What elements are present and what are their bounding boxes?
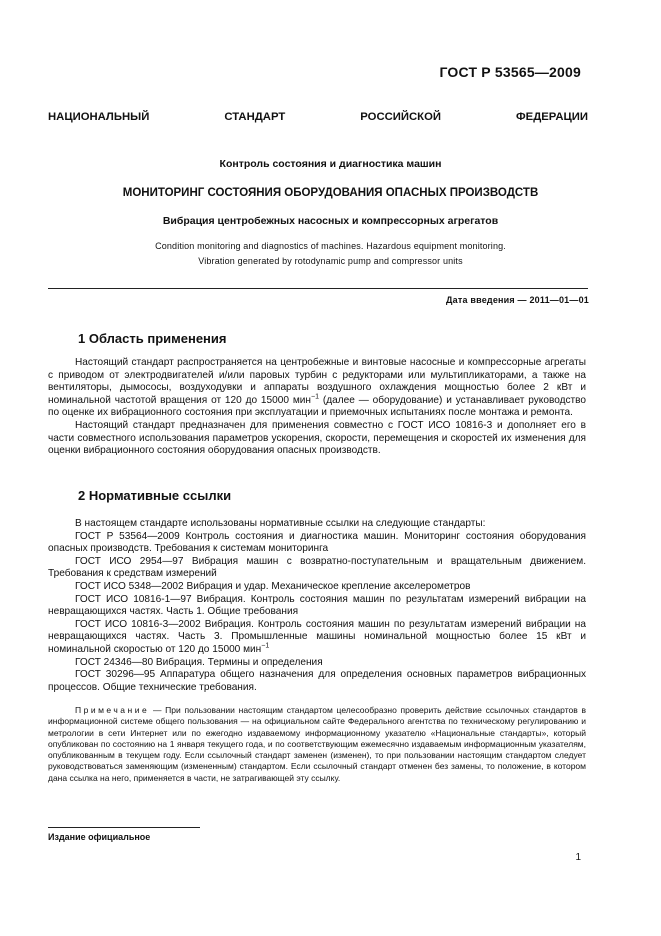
reference-item: ГОСТ ИСО 10816-1—97 Вибрация. Контроль состояния машин по результатам измерений вибрации на невращающихся частях. Часть 1. Общие требования [48,593,586,618]
note-label: Примечание [75,705,150,715]
reference-item: ГОСТ ИСО 2954—97 Вибрация машин с возвратно-поступательным и вращательным движением. Требования к средствам измерений [48,555,586,580]
reference-item: ГОСТ ИСО 5348—2002 Вибрация и удар. Механическое крепление акселерометров [75,580,471,592]
references-intro: В настоящем стандарте использованы нормативные ссылки на следующие стандарты: [75,518,486,529]
english-title-line-2: Vibration generated by rotodynamic pump and compressor units [198,256,463,266]
footer-divider [48,827,200,828]
english-title-line-1: Condition monitoring and diagnostics of machines. Hazardous equipment monitoring. [155,241,506,251]
national-standard-banner: НАЦИОНАЛЬНЫЙ СТАНДАРТ РОССИЙСКОЙ ФЕДЕРАЦИИ [48,111,588,123]
introduction-date: Дата введения — 2011—01—01 [446,295,589,305]
scope-section-body [48,357,586,458]
reference-item: ГОСТ Р 53564—2009 Контроль состояния и диагностика машин. Мониторинг состояния оборудования опасных производств. Требования к системам мониторинга [48,530,586,555]
reference-item: ГОСТ ИСО 10816-3—2002 Вибрация. Контроль состояния машин по результатам измерений вибрации на невращающихся частях. Часть 3. Промышленные машины номинальной мощностью более 15 кВт и номинальной скоростью от 120 до 15000 мин$^{-1}$ [48,618,586,655]
reference-item: ГОСТ 24346—80 Вибрация. Термины и определения [75,656,323,668]
section-heading-normative-references: 2 Нормативные ссылки [78,488,232,503]
note-paragraph: Примечание — При пользовании настоящим стандартом целесообразно проверить действие ссылочных стандартов в информационной системе общего пользования — на официальном сайте Федерального агентства по техническому регулированию и метрологии в сети Интернет или по ежегодно издаваемому информационному указателю «Национальные стандарты», который опубликован по состоянию на 1 января текущего года, и по соответствующим ежемесячно издаваемым информационным указателям, опубликованным в текущем году. Если ссылочный стандарт заменен (изменен), то при пользовании настоящим стандартом следует руководствоваться заменяющим (измененным) стандартом. Если ссылочный стандарт отменен без замены, то положение, в котором дана ссылка на него, применяется в части, не затрагивающей эту ссылку. [48,705,586,783]
scope-paragraph-1: Настоящий стандарт распространяется на центробежные и винтовые насосные и компрессорные агрегаты с приводом от электродвигателей и/или паровых турбин с редукторами или мультипликаторами, а также на вентиляторы, дымососы, воздуходувки и аппараты воздушного охлаждения мощностью более 2 кВт и номинальной частотой вращения от 120 до 15000 мин$^{-1}$ (далее — оборудование) и устанавливает руководство по оценке их вибрационного состояния при эксплуатации и приемочных испытаниях после монтажа и ремонта. [48,357,587,419]
reference-item: ГОСТ 30296—95 Аппаратура общего назначения для определения основных параметров вибрационных процессов. Общие технические требования. [48,669,586,693]
header-divider [48,288,588,289]
document-title: МОНИТОРИНГ СОСТОЯНИЯ ОБОРУДОВАНИЯ ОПАСНЫХ ПРОИЗВОДСТВ [122,187,539,199]
document-number: ГОСТ Р 53565—2009 [439,64,581,80]
scope-paragraph-2: Настоящий стандарт предназначен для применения совместно с ГОСТ ИСО 10816-3 и дополняет его в части совместного использования параметров ускорения, скорости, перемещения и скоростей их изменения для оценки вибрационного состояния оборудования опасных производств. [48,419,586,457]
subtitle-primary: Контроль состояния и диагностика машин [219,158,442,170]
references-section-body [48,518,586,694]
section-heading-scope: 1 Область применения [78,331,227,346]
official-edition-label: Издание официальное [48,832,151,842]
note-block [48,705,586,784]
subtitle-secondary: Вибрация центробежных насосных и компрессорных агрегатов [162,215,499,227]
page-number: 1 [575,852,581,863]
